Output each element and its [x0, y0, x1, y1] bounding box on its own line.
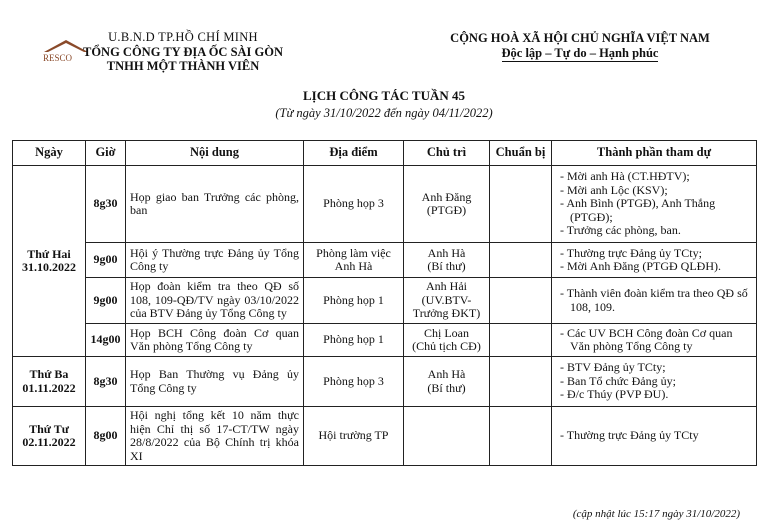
col-header-location: Địa điểm [304, 141, 404, 166]
company-type: TNHH MỘT THÀNH VIÊN [106, 59, 260, 73]
location-cell: Phòng họp 1 [304, 278, 404, 324]
location-cell: Phòng họp 3 [304, 166, 404, 243]
content-cell: Hội ý Thường trực Đảng ủy Tổng Công ty [126, 243, 304, 278]
chair-line: Anh Hải [426, 279, 467, 294]
header-left [58, 30, 308, 74]
agency-name: U.B.N.D TP.HỒ CHÍ MINH [108, 30, 258, 44]
page-title: LỊCH CÔNG TÁC TUẦN 45 [302, 88, 466, 103]
chair-cell [404, 278, 490, 324]
svg-text:RESCO: RESCO [43, 53, 73, 63]
prep-cell [490, 166, 552, 243]
chair-line: (PTGĐ) [426, 203, 467, 217]
participant-item: - Anh Bình (PTGĐ), Anh Thắng (PTGĐ); [560, 196, 716, 224]
day-date: 01.11.2022 [22, 380, 76, 395]
header-right [420, 31, 740, 62]
time-cell: 8g30 [86, 166, 126, 243]
day-date: 02.11.2022 [22, 435, 76, 449]
time-cell: 14g00 [86, 324, 126, 357]
schedule-table [12, 140, 757, 466]
day-cell [13, 166, 86, 357]
col-header-participants: Thành phần tham dự [552, 141, 757, 166]
national-motto: Độc lập – Tự do – Hạnh phúc [502, 46, 659, 63]
page-subtitle: (Từ ngày 31/10/2022 đến ngày 04/11/2022) [275, 106, 493, 120]
table-header-row [13, 141, 757, 166]
col-header-prep: Chuẩn bị [490, 141, 552, 166]
location-cell: Phòng họp 3 [304, 357, 404, 407]
chair-line: (Bí thư) [427, 259, 466, 273]
col-header-time: Giờ [86, 141, 126, 166]
national-title: CỘNG HOÀ XÃ HỘI CHỦ NGHĨA VIỆT NAM [450, 31, 710, 45]
day-cell [13, 357, 86, 407]
time-cell: 8g00 [86, 407, 126, 466]
content-cell: Họp Ban Thường vụ Đảng ủy Tổng Công ty [126, 357, 304, 407]
participant-item: - Thường trực Đảng ủy TCty [560, 428, 699, 443]
location-cell: Hội trường TP [304, 407, 404, 466]
chair-line: (Bí thư) [427, 380, 466, 395]
participant-item: - Thường trực Đảng ủy TCty; [560, 245, 702, 260]
time-cell: 9g00 [86, 243, 126, 278]
chair-line: Trưởng ĐKT) [412, 306, 481, 321]
participant-item: - Thành viên đoàn kiểm tra theo QĐ số 108, 109. [560, 286, 748, 314]
participant-item: - Mời anh Hà (CT.HĐTV); [560, 169, 690, 184]
chair-line: Chị Loan [424, 325, 469, 340]
prep-cell [490, 243, 552, 278]
participants-cell [552, 324, 757, 357]
participant-item: - Đ/c Thúy (PVP ĐU). [560, 387, 669, 402]
participant-item: - BTV Đảng ủy TCty; [560, 360, 666, 375]
table-row [13, 243, 757, 278]
chair-line: (Chủ tịch CĐ) [412, 339, 481, 353]
table-row [13, 357, 757, 407]
participants-cell [552, 243, 757, 278]
col-header-chair: Chủ trì [404, 141, 490, 166]
prep-cell [490, 324, 552, 357]
chair-cell [404, 407, 490, 466]
day-name: Thứ Ba [29, 367, 69, 381]
content-cell: Họp đoàn kiểm tra theo QĐ số 108, 109-QĐ/TV ngày 03/10/2022 của BTV Đảng ủy Tổng Công ty [126, 278, 304, 324]
chair-cell [404, 166, 490, 243]
prep-cell [490, 357, 552, 407]
location-cell: Phòng họp 1 [304, 324, 404, 357]
content-cell: Hội nghị tổng kết 10 năm thực hiện Chỉ thị số 17-CT/TW ngày 28/8/2022 của Bộ Chính trị khóa XI [126, 407, 304, 466]
day-date: 31.10.2022 [22, 260, 76, 274]
participant-item: - Trưởng các phòng, ban. [560, 223, 681, 238]
chair-line: Anh Hà [427, 245, 466, 260]
prep-cell [490, 407, 552, 466]
company-name: TỔNG CÔNG TY ĐỊA ỐC SÀI GÒN [82, 44, 284, 59]
participant-item: - Các UV BCH Công đoàn Cơ quan Văn phòng Tổng Công ty [560, 325, 733, 353]
day-name: Thứ Hai [27, 246, 71, 261]
participants-cell [552, 278, 757, 324]
prep-cell [490, 278, 552, 324]
participant-item: - Mời Anh Đăng (PTGĐ QLĐH). [560, 259, 721, 273]
time-cell: 9g00 [86, 278, 126, 324]
table-row [13, 278, 757, 324]
chair-cell [404, 357, 490, 407]
participants-cell [552, 166, 757, 243]
chair-line: (UV.BTV- [421, 292, 472, 307]
update-note: (cập nhật lúc 15:17 ngày 31/10/2022) [572, 508, 740, 520]
table-row [13, 407, 757, 466]
chair-cell [404, 243, 490, 278]
col-header-content: Nội dung [126, 141, 304, 166]
chair-line: Anh Hà [427, 367, 466, 381]
chair-line: Anh Đăng [421, 189, 472, 204]
location-cell: Phòng làm việc Anh Hà [304, 243, 404, 278]
content-cell: Họp BCH Công đoàn Cơ quan Văn phòng Tổng Công ty [126, 324, 304, 357]
participant-item: - Ban Tổ chức Đảng ủy; [560, 373, 676, 388]
participants-cell [552, 407, 757, 466]
participants-cell [552, 357, 757, 407]
table-row [13, 324, 757, 357]
col-header-day: Ngày [13, 141, 86, 166]
table-row [13, 166, 757, 243]
participant-item: - Mời anh Lộc (KSV); [560, 182, 668, 197]
day-cell [13, 407, 86, 466]
chair-cell [404, 324, 490, 357]
content-cell: Họp giao ban Trưởng các phòng, ban [126, 166, 304, 243]
day-name: Thứ Tư [29, 421, 69, 436]
time-cell: 8g30 [86, 357, 126, 407]
